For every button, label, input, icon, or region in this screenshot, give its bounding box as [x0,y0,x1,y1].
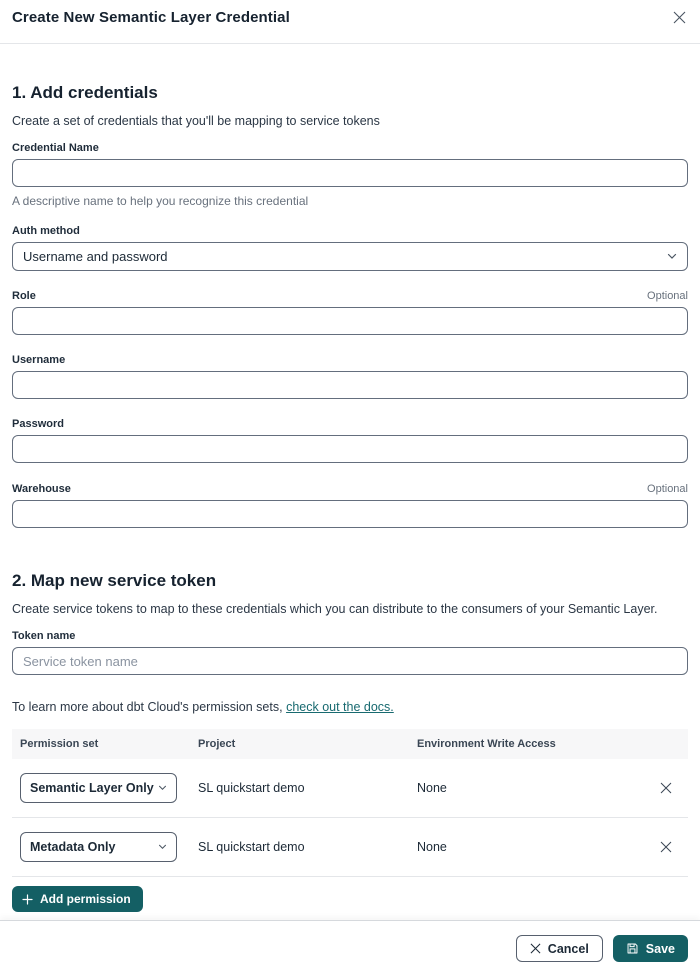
cancel-button[interactable] [516,935,603,962]
modal-footer [0,920,700,968]
role-optional-tag: Optional [647,290,688,302]
add-permission-button[interactable] [12,886,143,912]
docs-link[interactable]: check out the docs. [286,700,394,714]
password-input[interactable] [12,435,688,463]
close-button[interactable] [671,9,688,26]
modal-header [0,0,700,44]
remove-permission-button[interactable] [658,839,674,855]
env-write-access-cell: None [417,781,447,795]
plus-icon [22,894,33,905]
credential-name-input[interactable] [12,159,688,187]
modal-title: Create New Semantic Layer Credential [12,9,290,26]
token-name-label: Token name [12,630,76,642]
chevron-down-icon [158,785,167,791]
warehouse-input[interactable] [12,500,688,528]
credential-name-help: A descriptive name to help you recognize this credential [12,194,309,208]
auth-method-label: Auth method [12,225,80,237]
column-header-permission-set: Permission set [20,738,99,750]
auth-method-value: Username and password [23,249,168,264]
remove-icon [660,841,672,853]
column-header-project: Project [198,738,236,750]
save-icon [626,942,639,955]
save-button[interactable] [613,935,688,962]
permission-set-select[interactable] [20,832,177,862]
token-name-input[interactable] [12,647,688,675]
close-icon [673,11,686,24]
add-permission-label: Add permission [40,892,131,906]
project-cell: SL quickstart demo [198,781,305,795]
auth-method-select[interactable] [12,242,688,271]
section-heading-map-service-token: 2. Map new service token [12,571,217,590]
permission-set-select[interactable] [20,773,177,803]
username-label: Username [12,354,66,366]
role-label: Role [12,290,36,302]
credential-name-label: Credential Name [12,142,99,154]
permission-set-value: Metadata Only [30,840,116,854]
section-description-credentials: Create a set of credentials that you'll be mapping to service tokens [12,114,380,128]
docs-line [12,701,688,714]
permission-table [12,729,688,877]
docs-text: To learn more about dbt Cloud's permission sets, [12,700,287,714]
column-header-env-write-access: Environment Write Access [417,738,556,750]
permission-row [12,759,688,818]
password-label: Password [12,418,64,430]
permission-set-value: Semantic Layer Only [30,781,154,795]
username-input[interactable] [12,371,688,399]
chevron-down-icon [158,844,167,850]
cancel-label: Cancel [547,941,589,956]
permission-row [12,818,688,877]
warehouse-label: Warehouse [12,483,71,495]
save-label: Save [645,941,675,956]
env-write-access-cell: None [417,840,447,854]
warehouse-optional-tag: Optional [647,483,688,495]
section-description-token: Create service tokens to map to these credentials which you can distribute to the consumers of your Semantic Layer. [12,602,658,616]
permission-table-header [12,729,688,759]
role-input[interactable] [12,307,688,335]
remove-permission-button[interactable] [658,780,674,796]
section-heading-add-credentials: 1. Add credentials [12,83,158,102]
remove-icon [660,782,672,794]
x-icon [530,943,541,954]
project-cell: SL quickstart demo [198,840,305,854]
chevron-down-icon [667,253,677,260]
